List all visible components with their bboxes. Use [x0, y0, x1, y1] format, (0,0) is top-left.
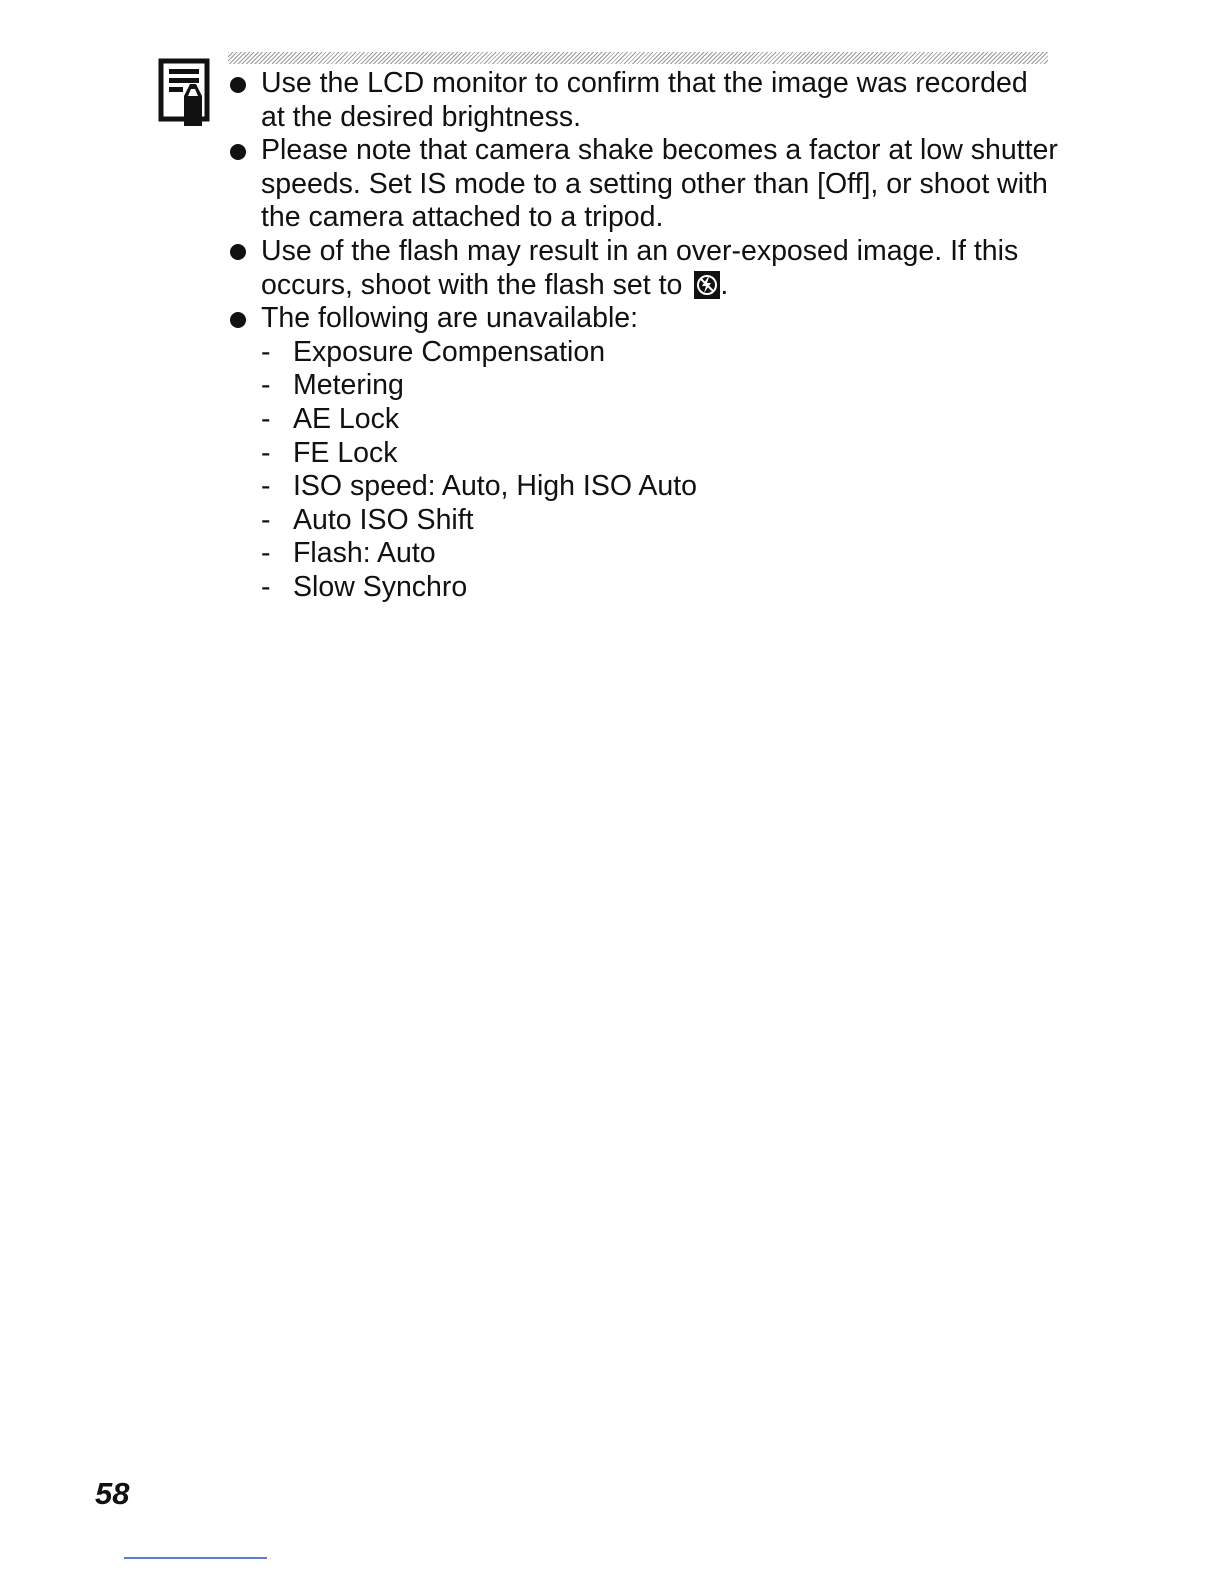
unavailable-list [228, 336, 1058, 605]
list-item [228, 336, 1058, 370]
list-item [228, 537, 1058, 571]
note-text: The following are unavailable: [261, 302, 639, 335]
list-item-text: FE Lock [293, 436, 398, 469]
note-bullet [228, 67, 1058, 134]
list-item [228, 369, 1058, 403]
bullet-dot [230, 77, 246, 93]
list-item-text: Metering [293, 369, 404, 402]
note-bullet [228, 235, 1058, 302]
dash-marker: - [261, 402, 271, 435]
notes-list [228, 67, 1058, 605]
list-item-text: Slow Synchro [293, 570, 468, 603]
dash-marker: - [261, 570, 271, 603]
list-item [228, 437, 1058, 471]
page-number: 58 [95, 1476, 130, 1511]
bottom-rule [124, 1557, 267, 1559]
list-item-text: Exposure Compensation [293, 335, 606, 368]
bullet-dot [230, 244, 246, 260]
note-bullet [228, 302, 1058, 336]
list-item [228, 470, 1058, 504]
dash-marker: - [261, 436, 271, 469]
hatched-divider [228, 52, 1048, 64]
list-item [228, 571, 1058, 605]
flash-off-icon [694, 271, 720, 299]
note-bullet [228, 134, 1058, 235]
bullet-dot [230, 312, 246, 328]
memo-pencil-icon [158, 58, 210, 126]
list-item-text: ISO speed: Auto, High ISO Auto [293, 470, 697, 503]
note-text: Please note that camera shake becomes a factor at low shutter speeds. Set IS mode to a setting other than [Off], or shoot with the camera attached to a tripod. [261, 134, 1058, 234]
note-text: Use of the flash may result in an over-exposed image. If this occurs, shoot with the flash set to [261, 234, 1019, 301]
dash-marker: - [261, 335, 271, 368]
dash-marker: - [261, 470, 271, 503]
bullet-dot [230, 144, 246, 160]
list-item-text: Flash: Auto [293, 537, 436, 570]
dash-marker: - [261, 369, 271, 402]
list-item-text: AE Lock [293, 402, 400, 435]
list-item [228, 504, 1058, 538]
dash-marker: - [261, 503, 271, 536]
sentence-period: . [720, 268, 729, 301]
list-item-text: Auto ISO Shift [293, 503, 474, 536]
dash-marker: - [261, 537, 271, 570]
note-text: Use the LCD monitor to confirm that the image was recorded at the desired brightness. [261, 67, 1028, 133]
list-item [228, 403, 1058, 437]
